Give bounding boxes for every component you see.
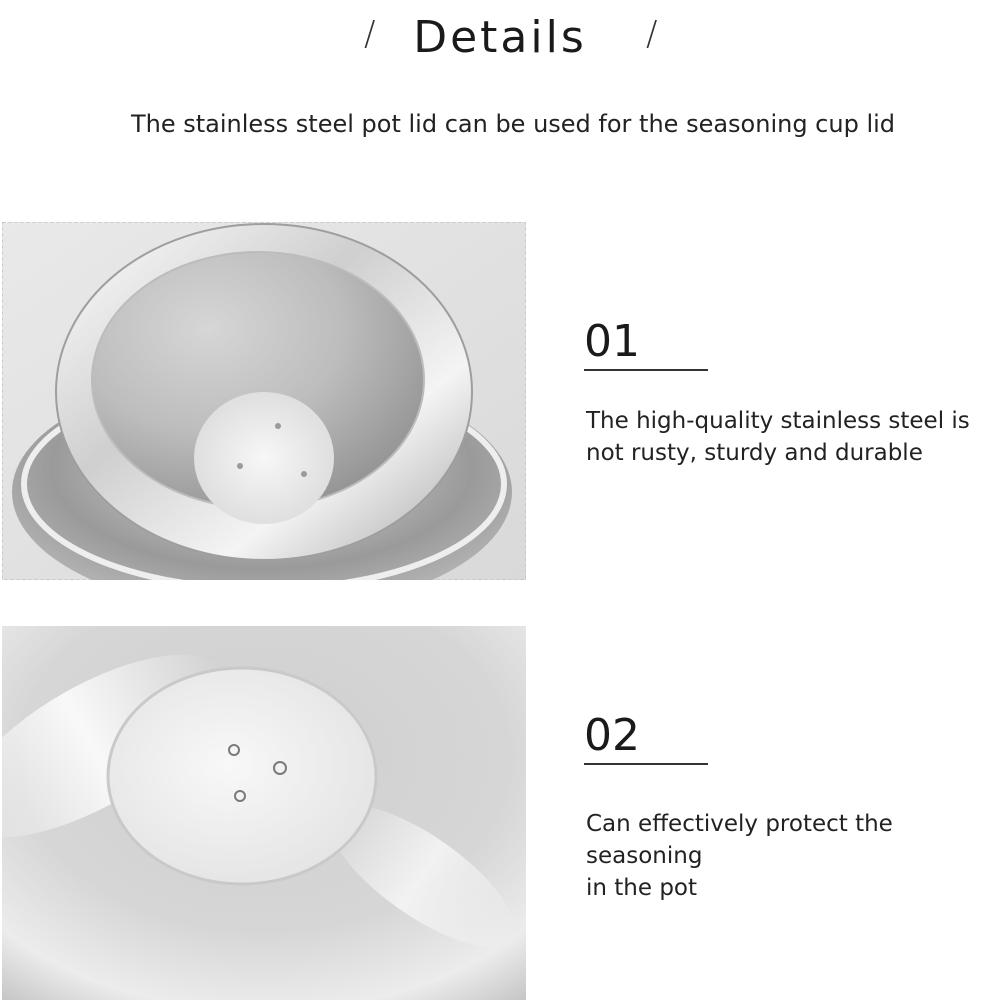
feature-description-1-line-2: not rusty, sturdy and durable [586, 440, 923, 466]
page-subtitle: The stainless steel pot lid can be used for the seasoning cup lid [130, 110, 896, 138]
feature-number-1: 01 [584, 316, 640, 367]
feature-description-2-line-1: Can effectively protect the seasoning [586, 811, 893, 869]
feature-divider-1 [584, 369, 708, 371]
section-heading [0, 8, 1000, 68]
heading-slash-right: / [646, 14, 658, 54]
feature-description-2-line-2: in the pot [586, 875, 698, 901]
heading-slash-left: / [364, 14, 376, 54]
feature-divider-2 [584, 763, 708, 765]
product-photo-lid-top [2, 222, 526, 580]
feature-number-2: 02 [584, 710, 640, 761]
page-title: Details [413, 12, 587, 63]
feature-description-2 [586, 808, 1000, 904]
product-photo-lid-closeup [2, 626, 526, 1000]
feature-description-1 [586, 405, 1000, 469]
feature-description-1-line-1: The high-quality stainless steel is [586, 408, 970, 434]
